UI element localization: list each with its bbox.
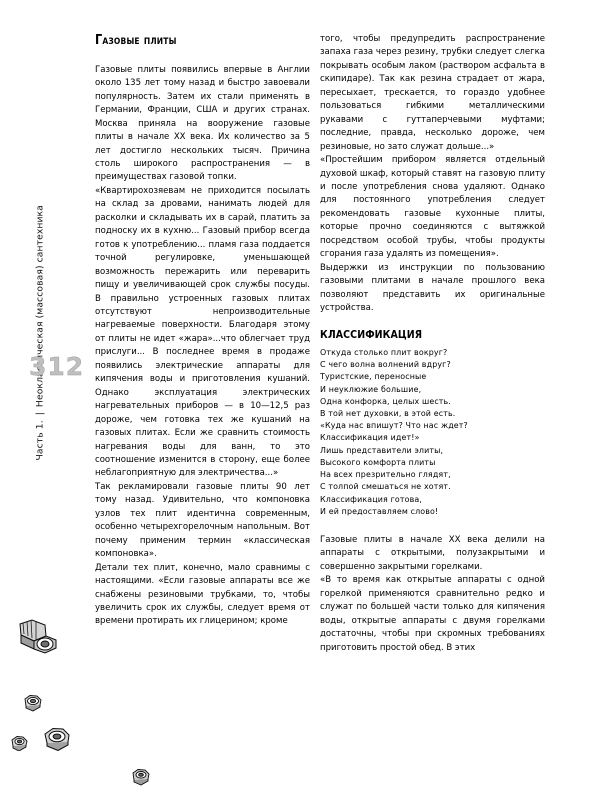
- poem-line: И ей предоставляем слово!: [320, 506, 439, 516]
- paragraph: того, чтобы предупредить распространение запаха газа через резину, трубки следует слегка покрывать особым лаком (раствором асфальта в скипидаре). Так как резина страдает от жара, пересыхает, трескается, то гораздо удобнее пользоваться гибкими металлическими рукавами с гуттаперчевыми муфтами; последние, правда, несколько дороже, чем резиновые, но зато служат дольше...»: [320, 34, 545, 152]
- bolt-large-icon: [12, 618, 58, 658]
- text-columns: [95, 33, 573, 798]
- nut-small-upper-icon: [22, 694, 44, 712]
- paragraph: «В то время как открытые аппараты с одной горелкой применяются сравнительно редко и служат по большей части только для кипячения воды, открытые аппараты с двумя горелками достаточны, чтобы при скромных требованиях приготовить простой обед. В этих: [320, 575, 545, 653]
- poem-block: [320, 347, 545, 518]
- right-text-column: [320, 33, 545, 655]
- poem-line: «Куда нас впишут? Что нас ждет?: [320, 421, 468, 431]
- running-head-title: Неоклассическая (массовая) сантехника: [34, 205, 46, 408]
- poem-line: С чего волна волнений вдруг?: [320, 360, 451, 370]
- poem-line: И неуклюжие большие,: [320, 384, 422, 394]
- page-title: Газовые плиты: [95, 32, 177, 48]
- nut-medium-icon: [42, 727, 72, 751]
- paragraph: «Простейшим прибором является отдельный духовой шкаф, который ставят на газовую плиту и после употребления снова удаляют. Однако для постоянного употребления следует рекомендовать газовые кухонные плиты, которые прочно соединяются с вытяжкой посредством особой трубы, чтобы продукты сгорания газа удалять из помещения».: [320, 155, 545, 260]
- running-head-part: Часть 1.: [34, 420, 46, 461]
- paragraph: «Квартирохозяевам не приходится посылать на склад за дровами, нанимать людей для расколки и складывать их в сарай, платить за подноску их в кухню... Газовый прибор всегда готов к употреблению... пламя газа поддается точной регулировке, уменьшающей возможность пережарить или переварить пищу и увеличивающей срок службы посуды. В правильно устроенных газовых плитах отсутствуют непроизводительные нагреваемые поверхности. Благодаря этому от плиты не идет «жара»...что облегчает труд прислуги... В последнее время в продаже появились электрические аппараты для кипячения воды и приготовления кушаний. Однако эксплуатация электрических нагревательных приборов — в 10—12,5 раз дороже, чем готовка тех же кушаний на газовых плитах. Если же сравнить стоимость нагревания воды для ванн, то это соотношение изменится в сторону, еще более неблагоприятную для электричества...»: [95, 185, 310, 479]
- paragraph: Газовые плиты появились впервые в Англии около 135 лет тому назад и быстро завоевали популярность. Затем их стали применять в Германии, Франции, США и других странах. Москва приняла на вооружение газовые плиты в начале ХХ века. Их количество за 5 лет достигло нескольких тысяч. Причина столь широкого распространения — в преимуществах газовой топки.: [95, 64, 310, 183]
- poem-line: Классификация готова,: [320, 494, 423, 504]
- poem-line: В той нет духовки, в этой есть.: [320, 409, 456, 419]
- running-head: [35, 41, 46, 461]
- paragraph: Выдержки из инструкции по пользованию газовыми плитами в начале прошлого века позволяют представить их оригинальные устройства.: [320, 262, 545, 314]
- poem-line: Откуда столько плит вокруг?: [320, 348, 448, 358]
- paragraph: Так рекламировали газовые плиты 90 лет тому назад. Удивительно, что компоновка узлов тех плит идентична современным, особенно четырехгорелочным напольным. Вот почему применим термин «классическая компоновка».: [95, 481, 310, 560]
- paragraph: Детали тех плит, конечно, мало сравнимы с настоящими. «Если газовые аппараты все же снабжены резиновыми трубками, то, чтобы увеличить срок их службы, следует время от времени протирать их глицерином; кроме: [95, 562, 310, 627]
- running-head-separator: |: [34, 412, 46, 416]
- poem-line: Одна конфорка, целых шесть.: [320, 396, 452, 406]
- poem-line: Туристские, переносные: [320, 372, 427, 382]
- poem-line: Классификация идет!»: [320, 433, 420, 443]
- nut-tiny-icon: [10, 735, 29, 751]
- paragraph: Газовые плиты в начале ХХ века делили на аппараты с открытыми, полузакрытыми и совершенно закрытыми горелками.: [320, 534, 545, 572]
- poem-line: Высокого комфорта плиты: [320, 457, 436, 467]
- poem-line: С толпой смешаться не хотят.: [320, 482, 451, 492]
- page-sidebar: [0, 0, 88, 810]
- poem-line: Лишь представители элиты,: [320, 445, 444, 455]
- page-number: 312: [29, 352, 85, 381]
- left-text-column: [95, 33, 310, 629]
- subsection-title-classification: КЛАССИФИКАЦИЯ: [320, 328, 423, 341]
- poem-line: На всех презрительно глядят,: [320, 470, 451, 480]
